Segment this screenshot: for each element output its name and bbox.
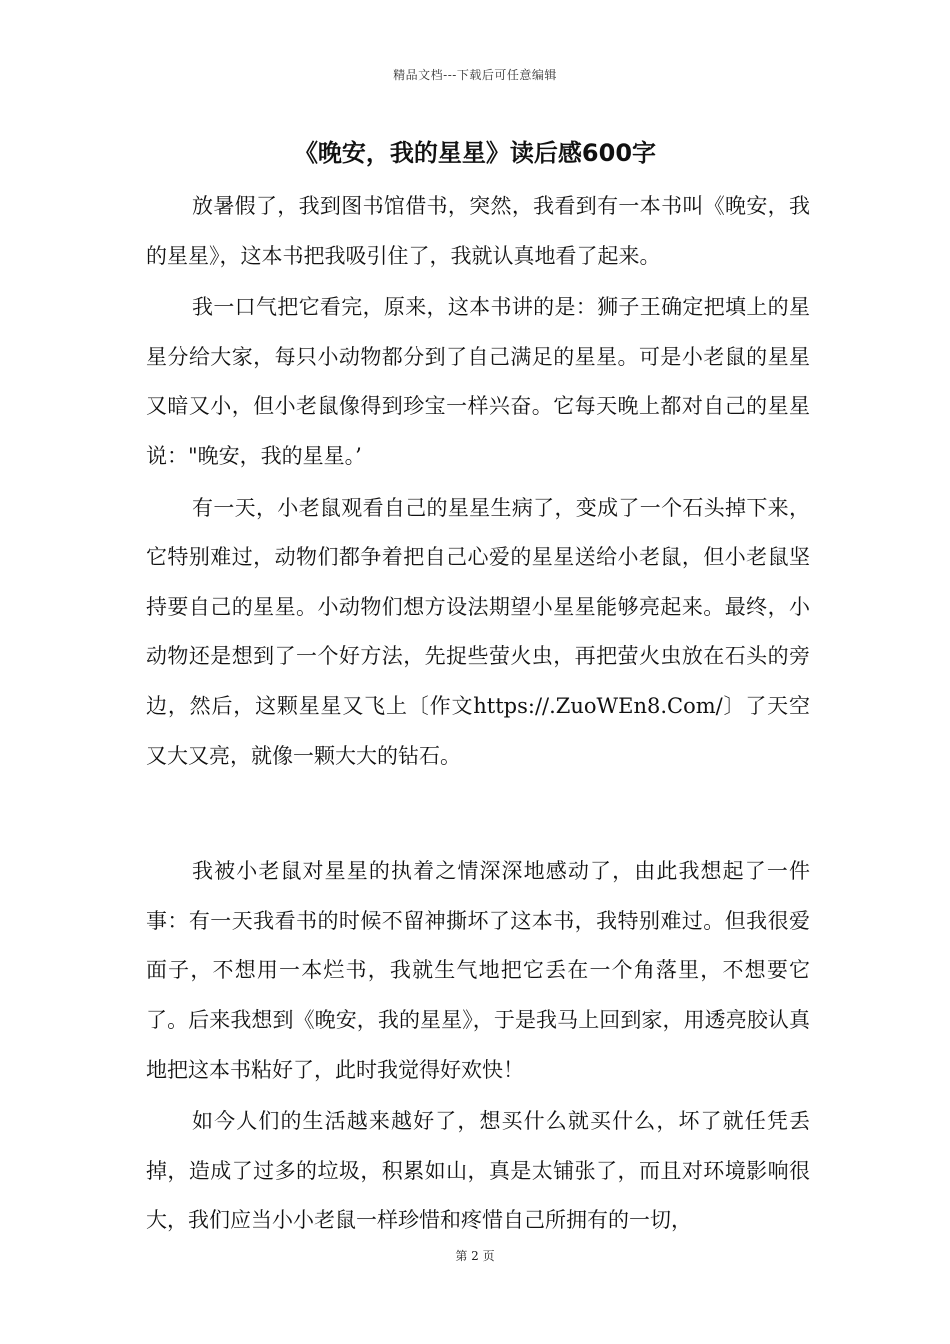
paragraph: 放暑假了，我到图书馆借书，突然，我看到有一本书叫《晚安，我的星星》，这本书把我吸引住了，我就认真地看了起来。 — [146, 194, 810, 268]
paragraph: 有一天，小老鼠观看自己的星星生病了，变成了一个石头掉下来，它特别难过，动物们都争着把自己心爱的星星送给小老鼠，但小老鼠坚持要自己的星星。小动物们想方设法期望小星星能够亮起来。最终，小动物还是想到了一个好方法，先捉些萤火虫，再把萤火虫放在石头的旁边，然后，这颗星星又飞上〔作文https://.ZuoWEn8.Com/〕了天空又大又亮，就像一颗大大的钻石。 — [146, 495, 810, 768]
paragraph-spacer — [146, 781, 810, 847]
header-note: 精品文档---下载后可任意编辑 — [393, 68, 557, 82]
page-number: 第 2 页 — [455, 1249, 495, 1263]
paragraph: 我一口气把它看完，原来，这本书讲的是：狮子王确定把填上的星星分给大家，每只小动物都分到了自己满足的星星。可是小老鼠的星星又暗又小，但小老鼠像得到珍宝一样兴奋。它每天晚上都对自己的星星说："晚安，我的星星。’ — [146, 295, 810, 468]
article-body — [146, 182, 810, 1246]
page-title: 《晚安，我的星星》读后感600字 — [293, 139, 657, 167]
paragraph: 如今人们的生活越来越好了，想买什么就买什么，坏了就任凭丢掉，造成了过多的垃圾，积累如山，真是太铺张了，而且对环境影响很大，我们应当小小老鼠一样珍惜和疼惜自己所拥有的一切， — [146, 1109, 810, 1233]
paragraph: 我被小老鼠对星星的执着之情深深地感动了，由此我想起了一件事：有一天我看书的时候不留神撕坏了这本书，我特别难过。但我很爱面子，不想用一本烂书，我就生气地把它丢在一个角落里，不想要它了。后来我想到《晚安，我的星星》，于是我马上回到家，用透亮胶认真地把这本书粘好了，此时我觉得好欢快！ — [146, 859, 810, 1082]
